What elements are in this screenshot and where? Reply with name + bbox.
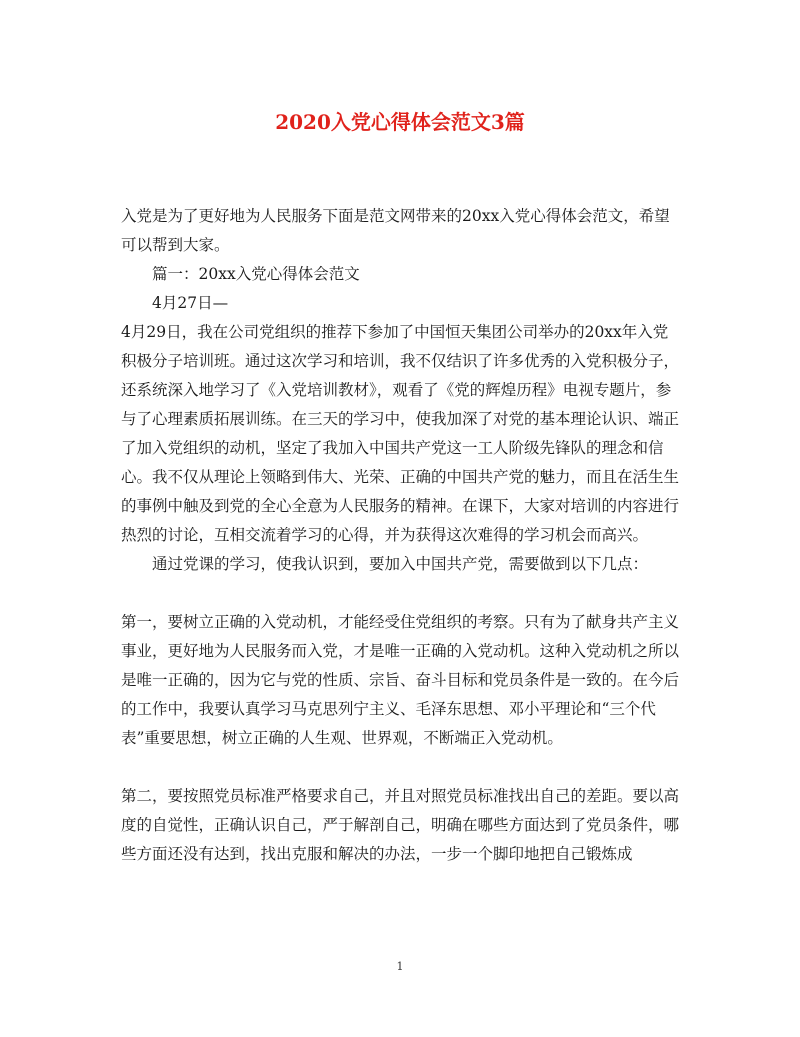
paragraph-point-one: 第一，要树立正确的入党动机，才能经受住党组织的考察。只有为了献身共产主义事业，更好地为人民服务而入党，才是唯一正确的入党动机。这种入党动机之所以是唯一正确的，因为它与党的性质、宗旨、奋斗目标和党员条件是一致的。在今后的工作中，我要认真学习马克思列宁主义、毛泽东思想、邓小平理论和“三个代表”重要思想，树立正确的人生观、世界观，不断端正入党动机。 <box>121 613 680 747</box>
paragraph-spacer <box>121 753 679 782</box>
paragraph-point-two: 第二，要按照党员标准严格要求自己，并且对照党员标准找出自己的差距。要以高度的自觉性，正确认识自己，严于解剖自己，明确在哪些方面达到了党员条件，哪些方面还没有达到，找出克服和解决的办法，一步一个脚印地把自己锻炼成 <box>121 787 680 863</box>
paragraph-training: 4月29日，我在公司党组织的推荐下参加了中国恒天集团公司举办的20xx年入党积极分子培训班。通过这次学习和培训，我不仅结识了许多优秀的入党积极分子，还系统深入地学习了《入党培训教材》，观看了《党的辉煌历程》电视专题片，参与了心理素质拓展训练。在三天的学习中，使我加深了对党的基本理论认识、端正了加入党组织的动机，坚定了我加入中国共产党这一工人阶级先锋队的理念和信心。我不仅从理论上领略到伟大、光荣、正确的中国共产党的魅力，而且在活生生的事例中触及到党的全心全意为人民服务的精神。在课下，大家对培训的内容进行热烈的讨论，互相交流着学习的心得，并为获得这次难得的学习机会而高兴。 <box>121 323 680 544</box>
paragraph-spacer <box>121 579 679 608</box>
document-title: 2020入党心得体会范文3篇 <box>275 110 525 134</box>
paragraph-intro: 入党是为了更好地为人民服务下面是范文网带来的20xx入党心得体会范文，希望可以帮到大家。 <box>121 207 670 254</box>
paragraph-section-heading: 篇一：20xx入党心得体会范文 <box>152 265 360 283</box>
page-number: 1 <box>396 960 404 973</box>
paragraph-date: 4月27日— <box>152 294 229 312</box>
paragraph-points-intro: 通过党课的学习，使我认识到，要加入中国共产党，需要做到以下几点： <box>152 555 649 573</box>
document-body <box>121 202 679 869</box>
